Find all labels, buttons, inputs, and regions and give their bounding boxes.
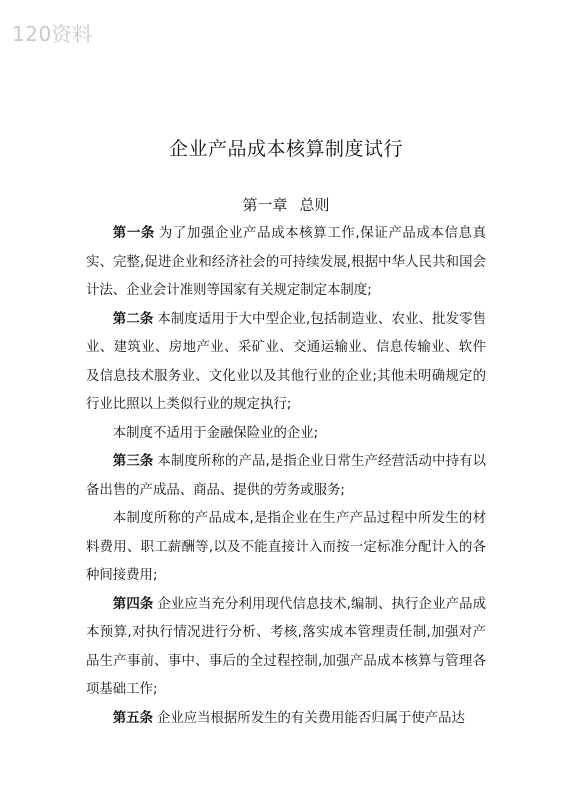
article-label: 第四条 xyxy=(112,596,154,612)
paragraph-text: 本制度不适用于金融保险业的企业; xyxy=(112,425,319,441)
paragraph-article-3 xyxy=(86,448,486,505)
paragraph-text: 企业应当根据所发生的有关费用能否归属于使产品达 xyxy=(156,710,465,726)
paragraph-text: 本制度所称的产品,是指企业日常生产经营活动中持有以备出售的产成品、商品、提供的劳务或服务; xyxy=(86,454,487,498)
paragraph-text: 为了加强企业产品成本核算工作,保证产品成本信息真实、完整,促进企业和经济社会的可持续发展,根据中华人民共和国会计法、企业会计准则等国家有关规定制定本制度; xyxy=(86,226,486,298)
paragraph-article-2-note xyxy=(86,420,486,449)
paragraph-article-5 xyxy=(86,705,486,734)
paragraph-article-2 xyxy=(86,306,486,420)
chapter-heading xyxy=(86,194,486,215)
chapter-number: 第一章 xyxy=(242,196,288,214)
paragraph-article-3-cost xyxy=(86,505,486,591)
paragraph-text: 企业应当充分利用现代信息技术,编制、执行企业产品成本预算,对执行情况进行分析、考核,落实成本管理责任制,加强对产品生产事前、事中、事后的全过程控制,加强产品成本核算与管理各项基础工作; xyxy=(86,596,487,697)
article-label: 第五条 xyxy=(112,710,153,726)
paragraph-article-4 xyxy=(86,591,486,705)
article-label: 第一条 xyxy=(112,226,155,241)
document-title: 企业产品成本核算制度试行 xyxy=(168,138,403,160)
article-label: 第三条 xyxy=(112,454,154,469)
chapter-name: 总则 xyxy=(299,196,330,214)
document-body xyxy=(86,220,486,733)
paragraph-text: 本制度所称的产品成本,是指企业在生产产品过程中所发生的材料费用、职工薪酬等,以及不能直接计入而按一定标准分配计入的各种间接费用; xyxy=(86,511,486,583)
paragraph-article-1 xyxy=(86,220,486,306)
watermark-text: 120资料 xyxy=(12,22,93,46)
article-label: 第二条 xyxy=(112,311,154,327)
paragraph-text: 本制度适用于大中型企业,包括制造业、农业、批发零售业、建筑业、房地产业、采矿业、交通运输业、信息传输业、软件及信息技术服务业、文化业以及其他行业的企业;其他未明确规定的行业比照以上类似行业的规定执行; xyxy=(86,311,487,412)
